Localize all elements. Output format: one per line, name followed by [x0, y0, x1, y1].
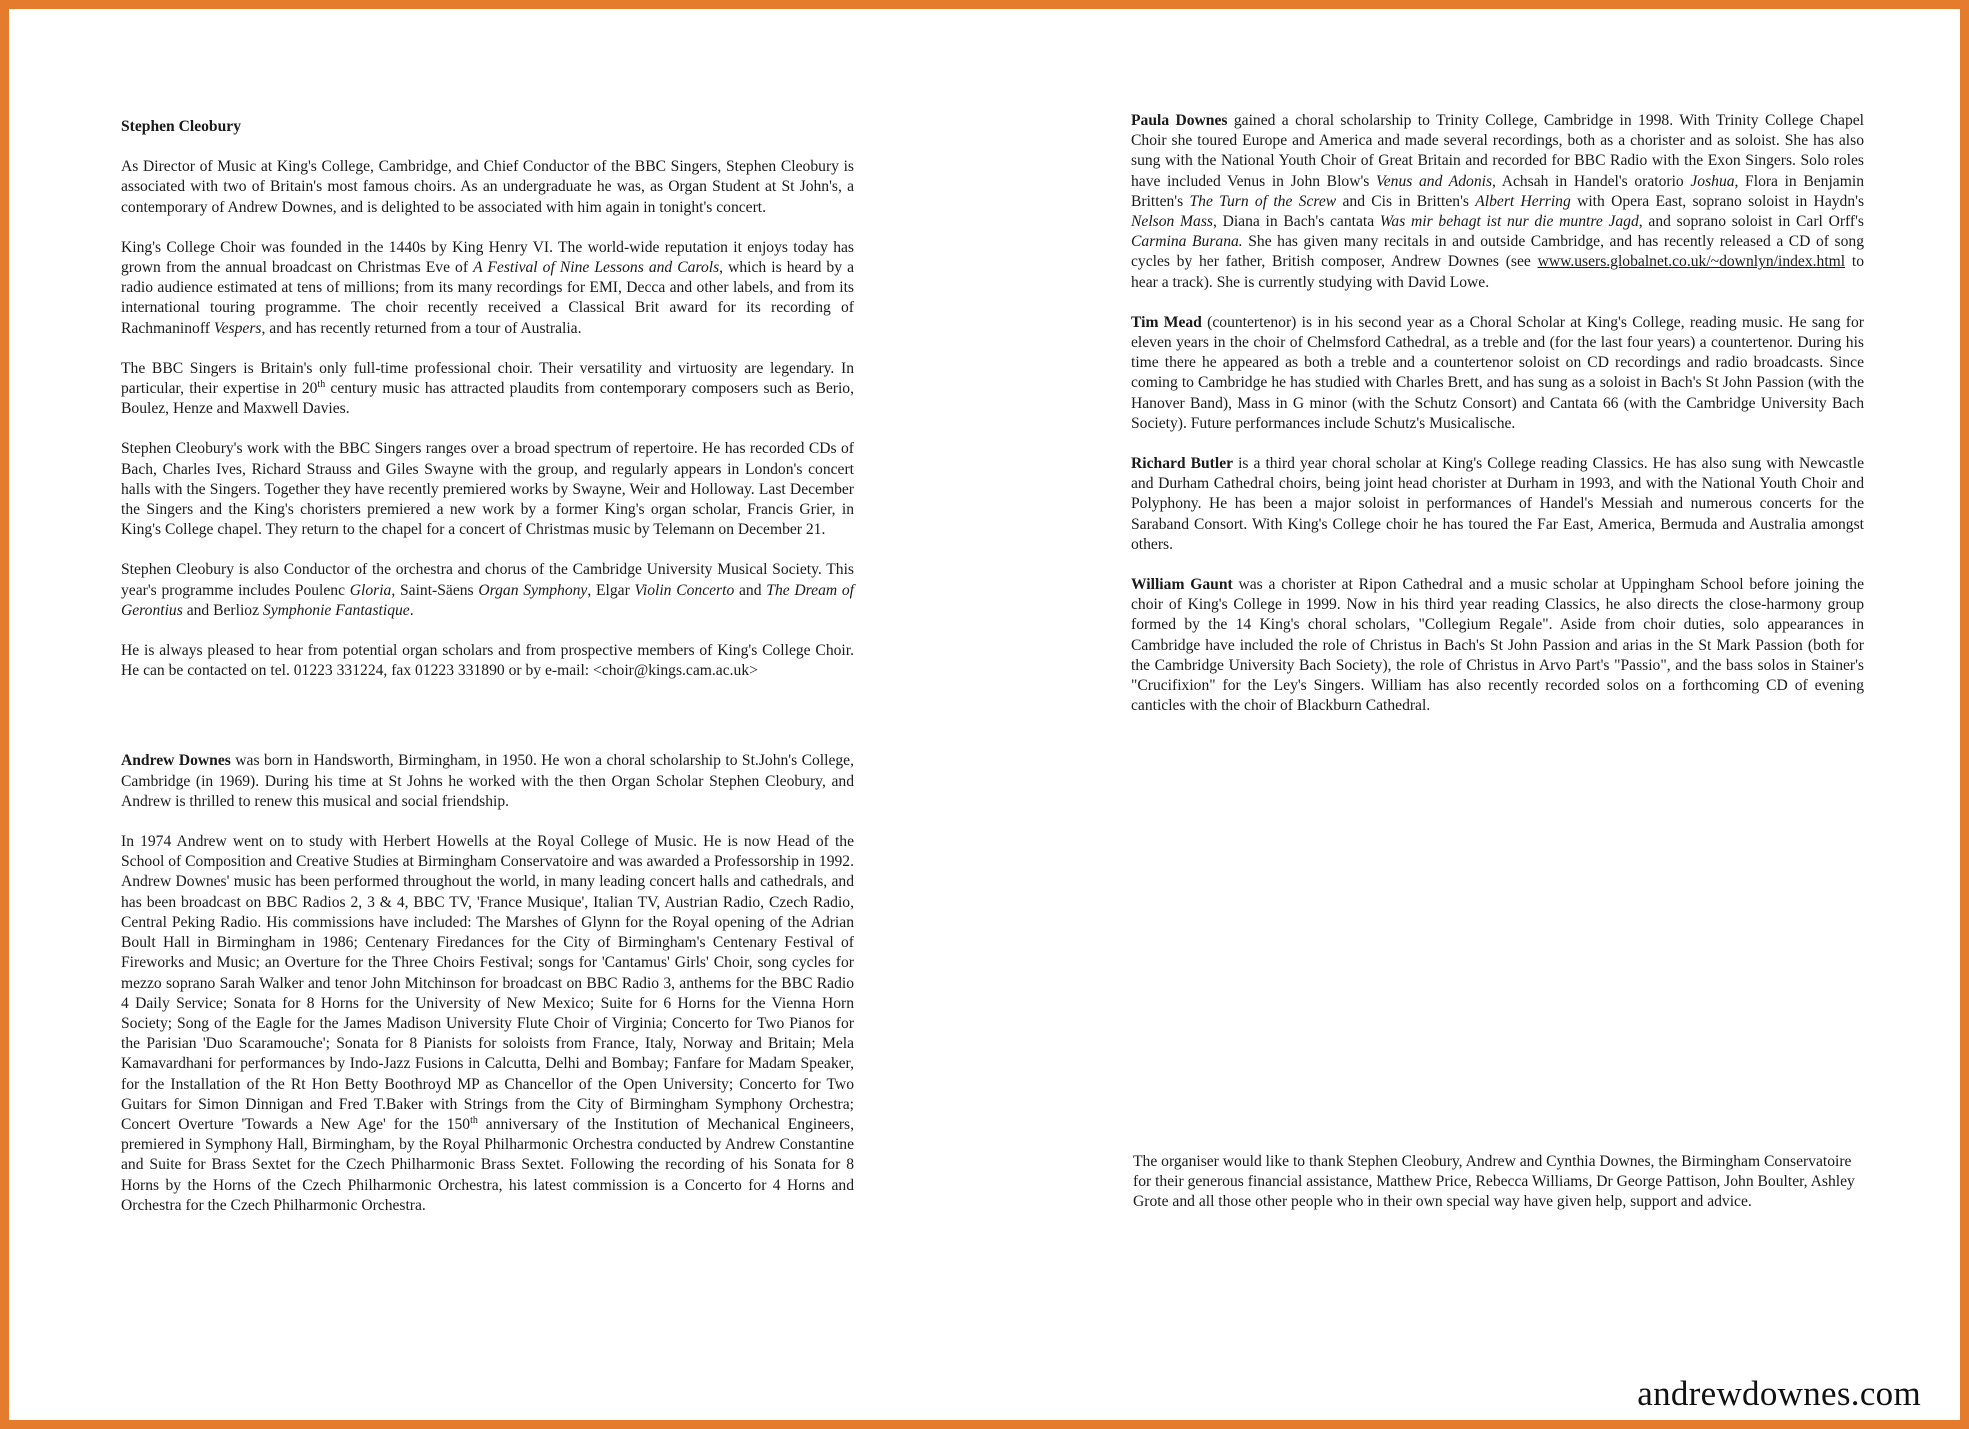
- text-span: was born in Handsworth, Birmingham, in 1950. He won a choral scholarship to St.John's College, Cambridge (in 1969). During his time at St Johns he worked with the then Organ Scholar Stephen Cleobury, and Andrew is thrilled to renew this musical and social friendship.: [121, 752, 854, 810]
- text-span: , and has recently returned from a tour of Australia.: [261, 319, 582, 337]
- text-span: , Diana in Bach's cantata: [1212, 213, 1380, 231]
- italic-title: Gloria: [349, 581, 392, 599]
- superscript: th: [470, 1114, 478, 1126]
- text-span: and Berlioz: [182, 601, 263, 619]
- paragraph-andrew-downes-works: [121, 832, 854, 1216]
- paragraph-richard-butler: [1131, 454, 1864, 555]
- spacer: [121, 701, 854, 751]
- text-span: Flora in Benjamin Britten's: [1131, 172, 1864, 210]
- italic-title: The Dream of Gerontius: [121, 581, 854, 619]
- text-span: Stephen Cleobury is also Conductor of the orchestra and chorus of the Cambridge University Musical Society. This year's programme includes Poulenc: [121, 561, 854, 599]
- paragraph-kings-choir: [121, 238, 854, 339]
- name-paula-downes: Paula Downes: [1131, 112, 1228, 129]
- text-span: , Achsah in Handel's oratorio: [1492, 172, 1691, 190]
- left-column: [121, 117, 854, 1236]
- italic-title: Venus and Adonis: [1375, 172, 1493, 190]
- name-richard-butler: Richard Butler: [1131, 455, 1234, 473]
- text-span: with Opera East, soprano soloist in Haydn's: [1570, 192, 1865, 210]
- website-link[interactable]: www.users.globalnet.co.uk/~downlyn/index.html: [1537, 253, 1846, 271]
- text-span: In 1974 Andrew went on to study with Herbert Howells at the Royal College of Music. He is now Head of the School of Composition and Creative Studies at Birmingham Conservatoire and was awarded a Professorship in 1992. Andrew Downes' music has been performed throughout the world, in many leading concert halls and cathedrals, and has been broadcast on BBC Radios 2, 3 & 4, BBC TV, 'France Musique', Italian TV, Austrian Radio, Czech Radio, Central Peking Radio. His commissions have included: The Marshes of Glynn for the Royal opening of the Adrian Boult Hall in Birmingham in 1986; Centenary Firedances for the City of Birmingham's Centenary Festival of Fireworks and Music; an Overture for the Three Choirs Festival; songs for 'Cantamus' Girls' Choir, song cycles for mezzo soprano Sarah Walker and tenor John Mitchinson for broadcast on BBC Radio 3, anthems for the BBC Radio 4 Daily Service; Sonata for 8 Horns for the University of New Mexico; Suite for 6 Horns for the Vienna Horn Society; Song of the Eagle for the James Madison University Flute Choir of Virginia; Concerto for Two Pianos for the Parisian 'Duo Scaramouche'; Sonata for 8 Pianists for soloists from France, Italy, Norway and Britain; Mela Kamavardhani for performances by Indo-Jazz Fusions in Calcutta, Delhi and Bombay; Fanfare for Madam Speaker, for the Installation of the Rt Hon Betty Boothroyd MP as Chancellor of the Open University; Concerto for Two Guitars for Simon Dinnigan and Fred T.Baker with Strings from the City of Birmingham Symphony Orchestra; Concert Overture 'Towards a New Age' for the 150: [121, 833, 854, 1133]
- italic-title: The Turn of the Screw: [1189, 192, 1337, 210]
- superscript: th: [317, 378, 326, 390]
- text-span: is a third year choral scholar at King's College reading Classics. He has also sung with Newcastle and Durham Cathedral choirs, being joint head chorister at Durham in 1993, and with the National Youth Choir and Polyphony. He has been a major soloist in performances of Handel's Messiah and numerous concerts for the Saraband Consort. With King's College choir he has toured the Far East, America, Bermuda and Australia amongst others.: [1131, 455, 1864, 553]
- text-span: and: [734, 581, 767, 599]
- text-span: , Elgar: [587, 581, 635, 599]
- paragraph-paula-downes: [1131, 111, 1864, 293]
- text-span: (countertenor) is in his second year as a Choral Scholar at King's College, reading music. He sang for eleven years in the choir of Chelmsford Cathedral, as a treble and (for the last four years) a countertenor. During his time there he appeared as both a treble and a countertenor soloist on CD recordings and radio broadcasts. Since coming to Cambridge he has studied with Charles Brett, and has sung as a soloist in Bach's St John Passion (with the Hanover Band), Mass in G minor (with the Schutz Consort) and Cantata 66 (with the Cambridge University Bach Society). Future performances include Schutz's Musicalische.: [1131, 313, 1864, 432]
- text-span: The BBC Singers is Britain's only full-time professional choir. Their versatility and virtuosity are legendary. In particular, their expertise in 20: [121, 359, 854, 398]
- text-span: .: [409, 601, 414, 619]
- italic-title: Carmina Burana.: [1131, 233, 1243, 251]
- italic-title: Vespers: [213, 319, 262, 337]
- italic-title: Nelson Mass: [1131, 213, 1213, 231]
- acknowledgements: The organiser would like to thank Stephen Cleobury, Andrew and Cynthia Downes, the Birmingham Conservatoire for their generous financial assistance, Matthew Price, Rebecca Williams, Dr George Pattison, John Boulter, Ashley Grote and all those other people who in their own special way have given help, support and advice.: [1133, 1153, 1855, 1211]
- heading-stephen-cleobury: Stephen Cleobury: [121, 118, 241, 135]
- right-column: [1131, 111, 1864, 736]
- italic-title: Was mir behagt ist nur die muntre Jagd: [1379, 213, 1639, 231]
- paragraph-tim-mead: [1131, 313, 1864, 434]
- text-span: anniversary of the Institution of Mechanical Engineers, premiered in Symphony Hall, Birmingham, by the Royal Philharmonic Orchestra conducted by Andrew Constantine and Suite for Brass Sextet for the Czech Philharmonic Brass Sextet. Following the recording of his Sonata for 8 Horns by the Horns of the Czech Philharmonic Orchestra, his latest commission is a Concerto for 4 Horns and Orchestra for the Czech Philharmonic Orchestra.: [121, 1115, 854, 1214]
- text-span: , and soprano soloist in Carl Orff's: [1638, 213, 1865, 231]
- paragraph-cums: [121, 560, 854, 621]
- name-andrew-downes: Andrew Downes: [121, 752, 231, 770]
- text-span: She has given many recitals in and outside Cambridge, and has recently released a CD of song cycles by her father, British composer, Andrew Downes (see: [1131, 233, 1864, 271]
- paragraph-cleobury-repertoire: Stephen Cleobury's work with the BBC Singers ranges over a broad spectrum of repertoire. He has recorded CDs of Bach, Charles Ives, Richard Strauss and Giles Swayne with the group, and regularly appears in London's concert halls with the Singers. Together they have recently premiered works by Swayne, Weir and Holloway. Last December the Singers and the King's choristers premiered a new work by a former King's organ scholar, Francis Grier, in King's College chapel. They return to the chapel for a concert of Christmas music by Telemann on December 21.: [121, 440, 854, 539]
- text-span: King's College Choir was founded in the 1440s by King Henry VI. The world-wide reputation it enjoys today has grown from the annual broadcast on Christmas Eve of: [121, 238, 854, 277]
- website-footer: andrewdownes.com: [1637, 1374, 1921, 1413]
- italic-title: Joshua,: [1690, 172, 1739, 190]
- paragraph-william-gaunt: [1131, 575, 1864, 716]
- paragraph-andrew-downes-bio: [121, 751, 854, 812]
- text-span: , Saint-Säens: [391, 581, 479, 599]
- name-william-gaunt: William Gaunt: [1131, 576, 1233, 594]
- italic-title: Albert Herring: [1475, 192, 1571, 210]
- paragraph-contact: He is always pleased to hear from potential organ scholars and from prospective members of King's College Choir. He can be contacted on tel. 01223 331224, fax 01223 331890 or by e-mail: <choir@kings.cam.ac.uk>: [121, 642, 854, 680]
- paragraph-cleobury-intro: As Director of Music at King's College, Cambridge, and Chief Conductor of the BBC Singers, Stephen Cleobury is associated with two of Britain's most famous choirs. As an undergraduate he was, as Organ Student at St John's, a contemporary of Andrew Downes, and is delighted to be associated with him again in tonight's concert.: [121, 158, 854, 216]
- text-span: century music has attracted plaudits from contemporary composers such as Berio, Boulez, Henze and Maxwell Davies.: [121, 380, 854, 418]
- italic-title: Organ Symphony: [478, 581, 588, 599]
- italic-title: A Festival of Nine Lessons and Carols: [473, 259, 720, 277]
- text-span: and Cis in Britten's: [1336, 192, 1476, 210]
- paragraph-bbc-singers: [121, 359, 854, 420]
- italic-title: Violin Concerto: [634, 581, 735, 599]
- italic-title: Symphonie Fantastique: [262, 601, 410, 619]
- text-span: to hear a track). She is currently studying with David Lowe.: [1131, 253, 1864, 291]
- name-tim-mead: Tim Mead: [1131, 313, 1202, 331]
- text-span: was a chorister at Ripon Cathedral and a music scholar at Uppingham School before joining the choir of King's College in 1999. Now in his third year reading Classics, he also directs the close-harmony group formed by the 14 King's choral scholars, "Collegium Regale". Aside from choir duties, solo appearances in Cambridge have included the role of Christus in Bach's St John Passion and arias in the St Mark Passion (both for the Cambridge University Bach Society), the role of Christus in Arvo Part's "Passio", and the bass solos in Stainer's "Crucifixion" for the Ley's Singers. William has also recently recorded solos on a forthcoming CD of evening canticles with the choir of Blackburn Cathedral.: [1131, 576, 1864, 715]
- text-span: , which is heard by a radio audience estimated at tens of millions; from its many recordings for EMI, Decca and other labels, and from its international touring programme. The choir recently received a Classical Brit award for its recording of Rachmaninoff: [121, 259, 854, 337]
- text-span: gained a choral scholarship to Trinity College, Cambridge in 1998. With Trinity College Chapel Choir she toured Europe and America and made several recordings, both as a chorister and as soloist. She has also sung with the National Youth Choir of Great Britain and recorded for BBC Radio with the Exon Singers. Solo roles have included Venus in John Blow's: [1131, 112, 1864, 190]
